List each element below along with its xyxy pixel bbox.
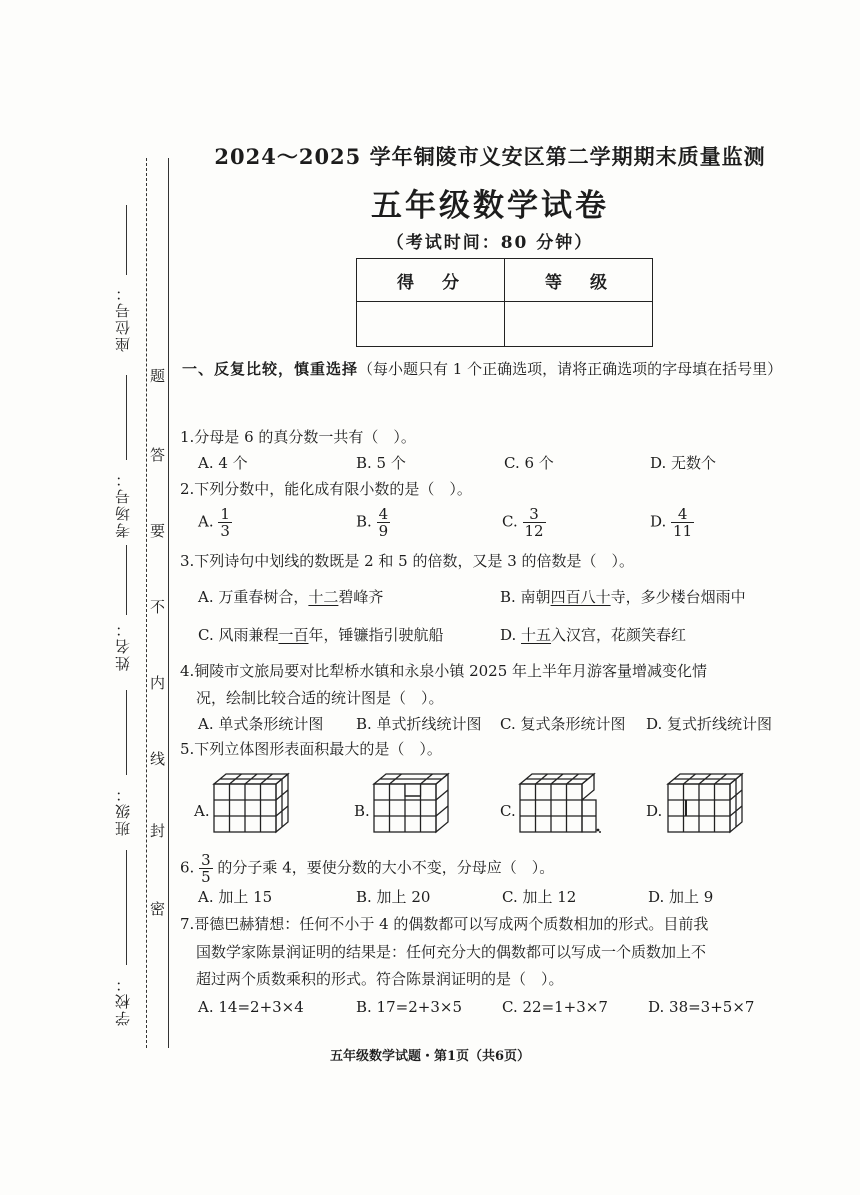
q1-option-a: A. 4 个 [198,454,248,472]
q2-d-numerator: 4 [677,505,688,523]
name-blank[interactable] [126,545,127,615]
q3-c-pre: C. 风雨兼程 [198,626,279,644]
q2-c-denominator: 12 [524,522,544,540]
question-6-number: 6. [180,858,195,877]
q6-option-d: D. 加上 9 [648,888,714,906]
q5-option-a-label: A. [194,802,210,820]
q3-b-underlined: 四百八十 [550,588,611,606]
seal-char-nei: 内 [150,674,166,692]
seal-char-bu: 不 [150,598,166,616]
section-instructions: （每小题只有 1 个正确选项，请将正确选项的字母填在括号里） [358,360,783,378]
score-table [356,258,653,347]
exam-paper-title: 五年级数学试卷 [371,188,609,224]
seat-number-blank[interactable] [126,205,127,275]
exam-room-blank[interactable] [126,375,127,460]
q6-numerator: 3 [201,851,211,869]
q4-option-c: C. 复式条形统计图 [500,715,626,733]
q5-figure-c [514,770,604,834]
q2-b-numerator: 4 [378,505,389,523]
section-title: 一、反复比较，慎重选择 [182,360,359,378]
school-label: 学校： [114,975,132,1026]
q2-a-denominator: 3 [220,522,230,540]
q6-option-c: C. 加上 12 [502,888,577,906]
q3-option-d [500,624,686,645]
school-blank[interactable] [126,850,127,965]
q4-option-b: B. 单式折线统计图 [356,715,482,733]
q3-a-pre: A. 万重春树合， [198,588,309,606]
q2-option-b-letter: B. [356,512,372,531]
binding-dashed-line [146,158,147,1048]
q1-option-d: D. 无数个 [650,454,717,472]
binding-dashed-line-inner [168,158,169,1048]
q2-option-b-fraction [377,506,391,539]
q2-a-numerator: 1 [220,505,230,523]
q7-option-a: A. 14=2+3×4 [198,998,304,1016]
seal-char-mi: 密 [150,900,166,918]
question-6 [180,852,554,885]
q5-figure-b [368,770,452,834]
q2-d-denominator: 11 [673,522,693,540]
exam-header-title: 2024～2025 学年铜陵市义安区第二学期期末质量监测 [214,144,766,169]
q6-option-a: A. 加上 15 [198,888,273,906]
q2-option-c [502,506,546,539]
seat-number-label: 座位号： [114,284,132,352]
page-footer: 五年级数学试题・第1页（共6页） [329,1049,531,1064]
q3-c-post: 年，锤镰指引驶航船 [308,626,444,644]
question-5-text: 5.下列立体图形表面积最大的是（ ）。 [180,740,442,758]
q3-b-pre: B. 南朝 [500,588,551,606]
seal-char-xian: 线 [150,750,166,768]
q2-option-d-letter: D. [650,512,667,531]
q6-option-b: B. 加上 20 [356,888,431,906]
q1-option-c: C. 6 个 [504,454,554,472]
seal-char-yao: 要 [150,522,166,540]
q5-option-d-label: D. [646,802,663,820]
question-6-text: 的分子乘 4，要使分数的大小不变，分母应（ ）。 [217,858,555,877]
q3-d-pre: D. [500,626,522,644]
q3-d-underlined: 十五 [521,626,552,644]
q7-option-c: C. 22=1+3×7 [502,998,608,1016]
question-7-line-1: 7.哥德巴赫猜想：任何不小于 4 的偶数都可以写成两个质数相加的形式。目前我 [180,915,709,933]
q2-b-denominator: 9 [378,522,389,540]
seal-char-feng: 封 [150,822,166,840]
q2-option-b [356,506,390,539]
name-label: 姓名： [114,620,132,671]
q2-option-c-fraction [523,506,546,539]
q2-c-numerator: 3 [529,505,539,523]
q2-option-a [198,506,232,539]
question-2-text: 2.下列分数中，能化成有限小数的是（ ）。 [180,480,472,498]
q5-option-c-label: C. [500,802,516,820]
question-6-fraction [199,852,213,885]
question-4-line-1: 4.铜陵市文旅局要对比犁桥水镇和永泉小镇 2025 年上半年月游客量增减变化情 [180,662,708,680]
question-1-text: 1.分母是 6 的真分数一共有（ ）。 [180,428,416,446]
q2-option-c-letter: C. [502,512,518,531]
class-blank[interactable] [126,690,127,775]
score-cell[interactable] [357,302,505,347]
q6-denominator: 5 [201,868,211,886]
exam-duration: （考试时间：80 分钟） [386,233,594,253]
q5-figure-a [208,770,292,834]
q2-option-a-fraction [218,506,232,539]
q3-d-post: 入汉宫，花颜笑春红 [551,626,687,644]
q5-option-b-label: B. [354,802,370,820]
q2-option-a-letter: A. [198,512,214,531]
q7-option-d: D. 38=3+5×7 [648,998,755,1016]
q3-a-underlined: 十二 [308,588,339,606]
score-header: 得分 [357,259,505,302]
q3-a-post: 碧峰齐 [338,588,384,606]
question-4-line-2: 况，绘制比较合适的统计图是（ ）。 [196,689,444,707]
q3-c-underlined: 一百 [278,626,309,644]
q3-option-a [198,586,383,607]
q3-option-b [500,586,746,607]
q3-option-c [198,624,444,645]
section-heading [182,355,802,383]
exam-room-label: 考场号： [114,470,132,538]
seal-char-da: 答 [150,446,166,464]
question-7-line-3: 超过两个质数乘积的形式。符合陈景润证明的是（ ）。 [196,970,564,988]
grade-header: 等级 [505,259,653,302]
question-7-line-2: 国数学家陈景润证明的结果是：任何充分大的偶数都可以写成一个质数加上不 [196,943,707,961]
q4-option-a: A. 单式条形统计图 [198,715,324,733]
seal-char-ti: 题 [150,367,166,385]
q5-figure-d [662,770,746,834]
q7-option-b: B. 17=2+3×5 [356,998,462,1016]
question-3-text: 3.下列诗句中划线的数既是 2 和 5 的倍数，又是 3 的倍数是（ ）。 [180,552,635,570]
q4-option-d: D. 复式折线统计图 [646,715,773,733]
q2-option-d-fraction [671,506,694,539]
q2-option-d [650,506,694,539]
q3-b-post: 寺，多少楼台烟雨中 [610,588,746,606]
class-label: 班级： [114,785,132,836]
grade-cell[interactable] [505,302,653,347]
q1-option-b: B. 5 个 [356,454,406,472]
